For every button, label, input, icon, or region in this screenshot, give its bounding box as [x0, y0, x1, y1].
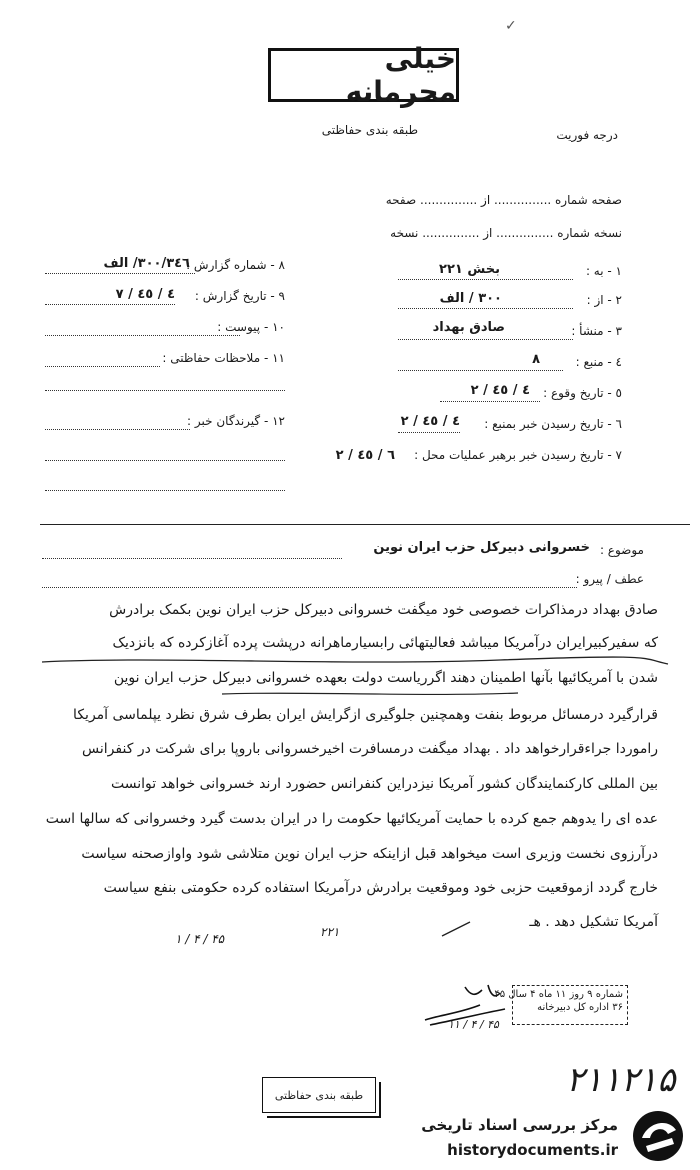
- page-number-label: صفحه شماره ............... از ............... صفحه: [385, 193, 622, 207]
- signature-date: ۱۱ / ۴ / ۴۵: [448, 1018, 499, 1031]
- dotted-line: [45, 366, 160, 367]
- dotted-line: [398, 308, 573, 309]
- routing-note-date: ۱ / ۴ / ۴۵: [175, 932, 225, 946]
- dotted-line: [45, 429, 190, 430]
- dotted-line: [45, 335, 240, 336]
- body-line: آمریکا تشکیل دهد . هـ: [529, 914, 658, 930]
- body-line: عده ای را یدوهم جمع کرده با حمایت آمریکائیها حکومت را در ایران بدست گیرد وخسروانی که سالها است: [45, 811, 658, 827]
- field-event-date-value: ۲ / ٤ / ٤٥: [470, 383, 530, 398]
- classification-label: طبقه بندی حفاظتی: [321, 123, 418, 137]
- field-ops-receive-value: ۲ / ٦ / ٤٥: [335, 448, 395, 463]
- report-number-value: ۳۰۰/۳٤٦/ الف: [103, 256, 190, 271]
- body-line: خارج گردد ازموقعیت حزبی خود وموقعیت برادرش درآمریکا استفاده کرده حکومتی بنفع سیاست: [103, 880, 658, 896]
- dotted-line: [45, 304, 175, 305]
- archive-logo-icon: [628, 1108, 688, 1164]
- dotted-line: [45, 460, 285, 461]
- logo-title-text: مرکز بررسی اسناد تاریخی: [421, 1116, 618, 1134]
- registration-stamp: [494, 985, 628, 1025]
- field-to-label: ۱ - به :: [585, 264, 622, 278]
- attachment-label: ۱۰ - پیوست :: [217, 320, 285, 334]
- report-date-label: ۹ - تاریخ گزارش :: [194, 289, 285, 303]
- body-line: شدن با آمریکائیها بآنها اطمینان دهند اگرریاست دولت بعهده خسروانی دبیرکل حزب ایران نوین: [113, 670, 658, 686]
- field-source-receive-value: ۲ / ٤ / ٤٥: [400, 414, 460, 429]
- check-mark: [440, 918, 480, 942]
- field-to-value: بخش ۲۲۱: [439, 262, 500, 277]
- underline-mark: [220, 689, 520, 699]
- body-line: راموردا جراءقرارخواهد داد . بهداد میگفت درمسافرت اخیرخسروانی باروپا برای شرکت در کنفرانس: [82, 741, 658, 757]
- classification-stamp: خیلی محرمانه: [268, 48, 459, 102]
- reference-label: عطف / پیرو :: [575, 572, 644, 586]
- field-origin-label: ۳ - منشأ :: [571, 324, 622, 338]
- field-from-label: ۲ - از :: [586, 293, 622, 307]
- subject-label: موضوع :: [599, 543, 644, 557]
- field-ops-receive-label: ۷ - تاریخ رسیدن خبر برهبر عملیات محل :: [414, 448, 622, 462]
- security-notes-label: ۱۱ - ملاحظات حفاظتی :: [162, 351, 285, 365]
- logo-url: [447, 1140, 618, 1159]
- body-line: درآرزوی نخست وزیری است میخواهد قبل ازاینکه حزب ایران نوین متلاشی شود واوازصحنه سیاست: [81, 846, 658, 862]
- recipients-label: ۱۲ - گیرندگان خبر :: [187, 414, 285, 428]
- logo-url-text: historydocuments.ir: [447, 1141, 618, 1159]
- copy-number-label: نسخه شماره ............... از ............... نسخه: [390, 226, 622, 240]
- field-event-date-label: ٥ - تاریخ وقوع :: [543, 386, 622, 400]
- field-source-label: ٤ - منبع :: [575, 355, 622, 369]
- report-number-label: ۸ - شماره گزارش :: [186, 258, 285, 272]
- priority-label: درجه فوریت: [556, 128, 618, 142]
- body-line: صادق بهداد درمذاکرات خصوصی خود میگفت خسروانی دبیرکل حزب ایران نوین بکمک برادرش: [109, 602, 658, 618]
- dotted-line: [398, 339, 573, 340]
- corner-mark: ✓: [505, 18, 517, 34]
- field-source-receive-label: ٦ - تاریخ رسیدن خبر بمنبع :: [484, 417, 622, 431]
- subject-value: خسروانی دبیرکل حزب ایران نوین: [373, 540, 590, 555]
- underline-mark: [40, 654, 670, 668]
- dotted-line: [45, 273, 195, 274]
- dotted-line: [45, 490, 285, 491]
- footer-classification-stamp: طبقه بندی حفاظتی: [262, 1077, 376, 1113]
- registration-stamp-line2: ۳۶ اداره کل دبیرخانه: [537, 1002, 623, 1013]
- dotted-line: [440, 401, 540, 402]
- body-line: بین المللی کارکنمایندگان کشور آمریکا نیزدراین کنفرانس حضورد ارند خسروانی خواهد توانست: [111, 776, 658, 792]
- report-date-value: ۷ / ٤ / ٤٥: [115, 287, 175, 302]
- body-line: که سفیرکبیرایران درآمریکا میباشد فعالیتهائی رابسیارماهرانه درپشت پرده آغازکرده که بانزدیک: [112, 635, 658, 651]
- registration-stamp-line1: شماره ۹ روز ۱۱ ماه ۴ سال ۴۵: [494, 989, 623, 1000]
- field-source-value: ۸: [532, 352, 540, 367]
- logo-title: [421, 1115, 618, 1134]
- handwritten-document-number: ۲۱۱۲۱۵: [566, 1060, 676, 1100]
- routing-note: ۲۲۱: [320, 925, 340, 939]
- dotted-line: [42, 558, 342, 559]
- body-line: قرارگیرد درمسائل مربوط بنفت وهمچنین جلوگیری ازگرایش ایران بطرف شرق نظرد یپلماسی آمریکا: [73, 707, 658, 723]
- dotted-line: [398, 432, 460, 433]
- dotted-line: [398, 370, 563, 371]
- header-divider: [40, 524, 690, 525]
- dotted-line: [45, 390, 285, 391]
- field-from-value: ۳۰۰ / الف: [439, 291, 502, 306]
- field-origin-value: صادق بهداد: [432, 320, 505, 335]
- dotted-line: [42, 587, 577, 588]
- dotted-line: [398, 279, 573, 280]
